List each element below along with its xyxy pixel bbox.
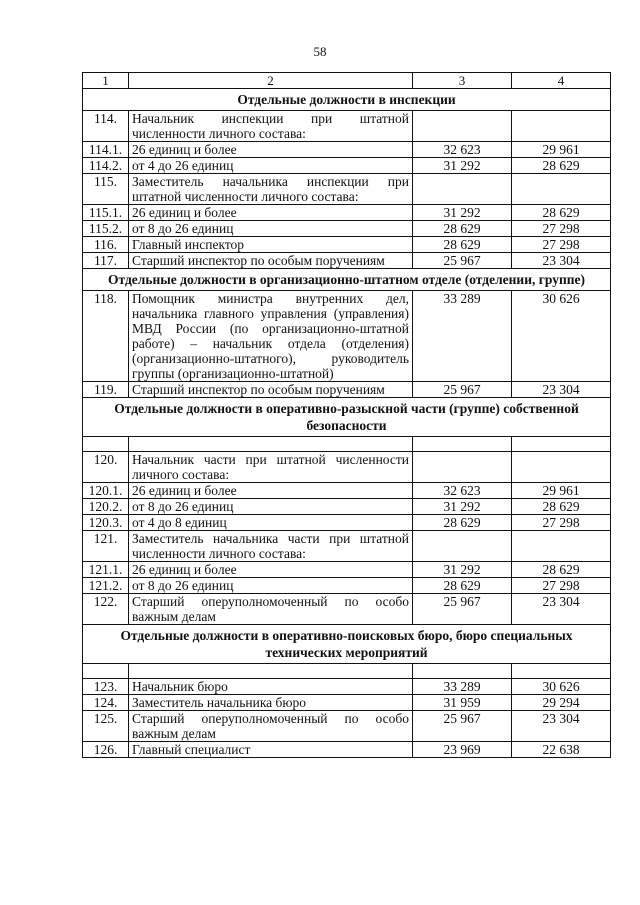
position-title: Начальник инспекции при штатной численности личного состава: <box>129 111 413 142</box>
table-row <box>83 205 611 221</box>
table-body <box>83 73 611 758</box>
position-title: Начальник бюро <box>129 679 413 695</box>
empty-cell <box>413 437 512 452</box>
salary-value-col3 <box>413 174 512 205</box>
position-title: Старший инспектор по особым поручениям <box>129 382 413 398</box>
column-number: 3 <box>413 73 512 89</box>
salary-value-col3: 28 629 <box>413 221 512 237</box>
position-title: Начальник части при штатной численности личного состава: <box>129 452 413 483</box>
section-heading-row <box>83 398 611 437</box>
salary-value-col3 <box>413 111 512 142</box>
section-heading-row <box>83 269 611 291</box>
section-heading: Отдельные должности в оперативно-поисковых бюро, бюро специальных технических мероприятий <box>83 625 611 664</box>
column-number: 1 <box>83 73 129 89</box>
salary-value-col3 <box>413 531 512 562</box>
salary-value-col3: 31 292 <box>413 562 512 578</box>
table-row <box>83 291 611 382</box>
position-title: Заместитель начальника части при штатной численности личного состава: <box>129 531 413 562</box>
salary-value-col4 <box>512 452 611 483</box>
table-row <box>83 111 611 142</box>
column-number: 4 <box>512 73 611 89</box>
table-row <box>83 742 611 758</box>
position-number: 115.2. <box>83 221 129 237</box>
salary-value-col4 <box>512 174 611 205</box>
salary-value-col4: 27 298 <box>512 221 611 237</box>
position-number: 125. <box>83 711 129 742</box>
table-row <box>83 382 611 398</box>
salary-value-col3: 23 969 <box>413 742 512 758</box>
table-row <box>83 562 611 578</box>
position-number: 118. <box>83 291 129 382</box>
position-title: Заместитель начальника инспекции при штатной численности личного состава: <box>129 174 413 205</box>
table-row <box>83 578 611 594</box>
salary-value-col3: 33 289 <box>413 679 512 695</box>
position-title: Старший оперуполномоченный по особо важным делам <box>129 594 413 625</box>
salary-value-col3: 31 959 <box>413 695 512 711</box>
salary-value-col3: 31 292 <box>413 205 512 221</box>
salary-value-col3: 25 967 <box>413 382 512 398</box>
salary-value-col3: 28 629 <box>413 515 512 531</box>
position-title: Главный инспектор <box>129 237 413 253</box>
column-number: 2 <box>129 73 413 89</box>
empty-cell <box>83 437 129 452</box>
table-row <box>83 711 611 742</box>
section-heading: Отдельные должности в организационно-штатном отделе (отделении, группе) <box>83 269 611 291</box>
salary-value-col4: 23 304 <box>512 253 611 269</box>
position-number: 120.2. <box>83 499 129 515</box>
position-number: 116. <box>83 237 129 253</box>
position-number: 120.1. <box>83 483 129 499</box>
salary-value-col4: 23 304 <box>512 382 611 398</box>
salary-value-col3 <box>413 452 512 483</box>
salary-value-col3: 32 623 <box>413 483 512 499</box>
position-title: 26 единиц и более <box>129 483 413 499</box>
empty-cell <box>512 437 611 452</box>
table-row <box>83 594 611 625</box>
position-title: от 8 до 26 единиц <box>129 499 413 515</box>
position-number: 114. <box>83 111 129 142</box>
table-row <box>83 452 611 483</box>
table-row <box>83 499 611 515</box>
salary-value-col4: 29 294 <box>512 695 611 711</box>
position-title: Помощник министра внутренних дел, начальника главного управления (управления) МВД России (по организационно-штатной работе) – начальник отдела (отделения) (организационно-штатного), руководитель группы (организационно-штатной) <box>129 291 413 382</box>
salary-value-col3: 25 967 <box>413 594 512 625</box>
salary-value-col4: 28 629 <box>512 205 611 221</box>
table-row <box>83 483 611 499</box>
position-title: Старший инспектор по особым поручениям <box>129 253 413 269</box>
position-title: Заместитель начальника бюро <box>129 695 413 711</box>
empty-cell <box>129 437 413 452</box>
salary-value-col4: 28 629 <box>512 158 611 174</box>
position-number: 124. <box>83 695 129 711</box>
salary-value-col4: 23 304 <box>512 711 611 742</box>
salary-value-col4: 30 626 <box>512 291 611 382</box>
position-number: 120.3. <box>83 515 129 531</box>
position-number: 114.1. <box>83 142 129 158</box>
salary-value-col4: 29 961 <box>512 483 611 499</box>
salary-value-col3: 28 629 <box>413 578 512 594</box>
empty-row <box>83 664 611 679</box>
table-row <box>83 253 611 269</box>
salary-value-col4: 27 298 <box>512 237 611 253</box>
position-title: от 8 до 26 единиц <box>129 221 413 237</box>
position-number: 121.2. <box>83 578 129 594</box>
table-row <box>83 679 611 695</box>
empty-row <box>83 437 611 452</box>
position-title: Старший оперуполномоченный по особо важным делам <box>129 711 413 742</box>
salary-value-col3: 31 292 <box>413 158 512 174</box>
salary-value-col4: 23 304 <box>512 594 611 625</box>
position-title: от 4 до 8 единиц <box>129 515 413 531</box>
section-heading-row <box>83 625 611 664</box>
salary-table <box>82 72 611 758</box>
salary-value-col3: 25 967 <box>413 253 512 269</box>
position-number: 126. <box>83 742 129 758</box>
table-row <box>83 695 611 711</box>
position-number: 114.2. <box>83 158 129 174</box>
section-heading-row <box>83 89 611 111</box>
table-row <box>83 158 611 174</box>
salary-value-col4: 29 961 <box>512 142 611 158</box>
table-row <box>83 142 611 158</box>
position-number: 119. <box>83 382 129 398</box>
empty-cell <box>83 664 129 679</box>
salary-value-col3: 28 629 <box>413 237 512 253</box>
salary-value-col4: 22 638 <box>512 742 611 758</box>
section-heading: Отдельные должности в оперативно-разыскной части (группе) собственной безопасности <box>83 398 611 437</box>
salary-value-col3: 33 289 <box>413 291 512 382</box>
page-number: 58 <box>313 44 327 59</box>
position-number: 122. <box>83 594 129 625</box>
salary-value-col4 <box>512 531 611 562</box>
section-heading: Отдельные должности в инспекции <box>83 89 611 111</box>
position-title: 26 единиц и более <box>129 205 413 221</box>
table-row <box>83 237 611 253</box>
salary-value-col4 <box>512 111 611 142</box>
table-row <box>83 174 611 205</box>
position-number: 121.1. <box>83 562 129 578</box>
table-row <box>83 531 611 562</box>
salary-value-col4: 27 298 <box>512 578 611 594</box>
position-number: 117. <box>83 253 129 269</box>
column-number-row <box>83 73 611 89</box>
salary-value-col4: 28 629 <box>512 499 611 515</box>
position-title: от 8 до 26 единиц <box>129 578 413 594</box>
salary-value-col3: 25 967 <box>413 711 512 742</box>
empty-cell <box>512 664 611 679</box>
salary-value-col4: 27 298 <box>512 515 611 531</box>
position-title: 26 единиц и более <box>129 562 413 578</box>
position-number: 123. <box>83 679 129 695</box>
position-title: от 4 до 26 единиц <box>129 158 413 174</box>
position-title: Главный специалист <box>129 742 413 758</box>
salary-value-col3: 31 292 <box>413 499 512 515</box>
table-row <box>83 515 611 531</box>
position-number: 121. <box>83 531 129 562</box>
position-title: 26 единиц и более <box>129 142 413 158</box>
table-row <box>83 221 611 237</box>
salary-value-col4: 30 626 <box>512 679 611 695</box>
position-number: 115. <box>83 174 129 205</box>
position-number: 120. <box>83 452 129 483</box>
salary-value-col3: 32 623 <box>413 142 512 158</box>
empty-cell <box>129 664 413 679</box>
salary-value-col4: 28 629 <box>512 562 611 578</box>
position-number: 115.1. <box>83 205 129 221</box>
empty-cell <box>413 664 512 679</box>
